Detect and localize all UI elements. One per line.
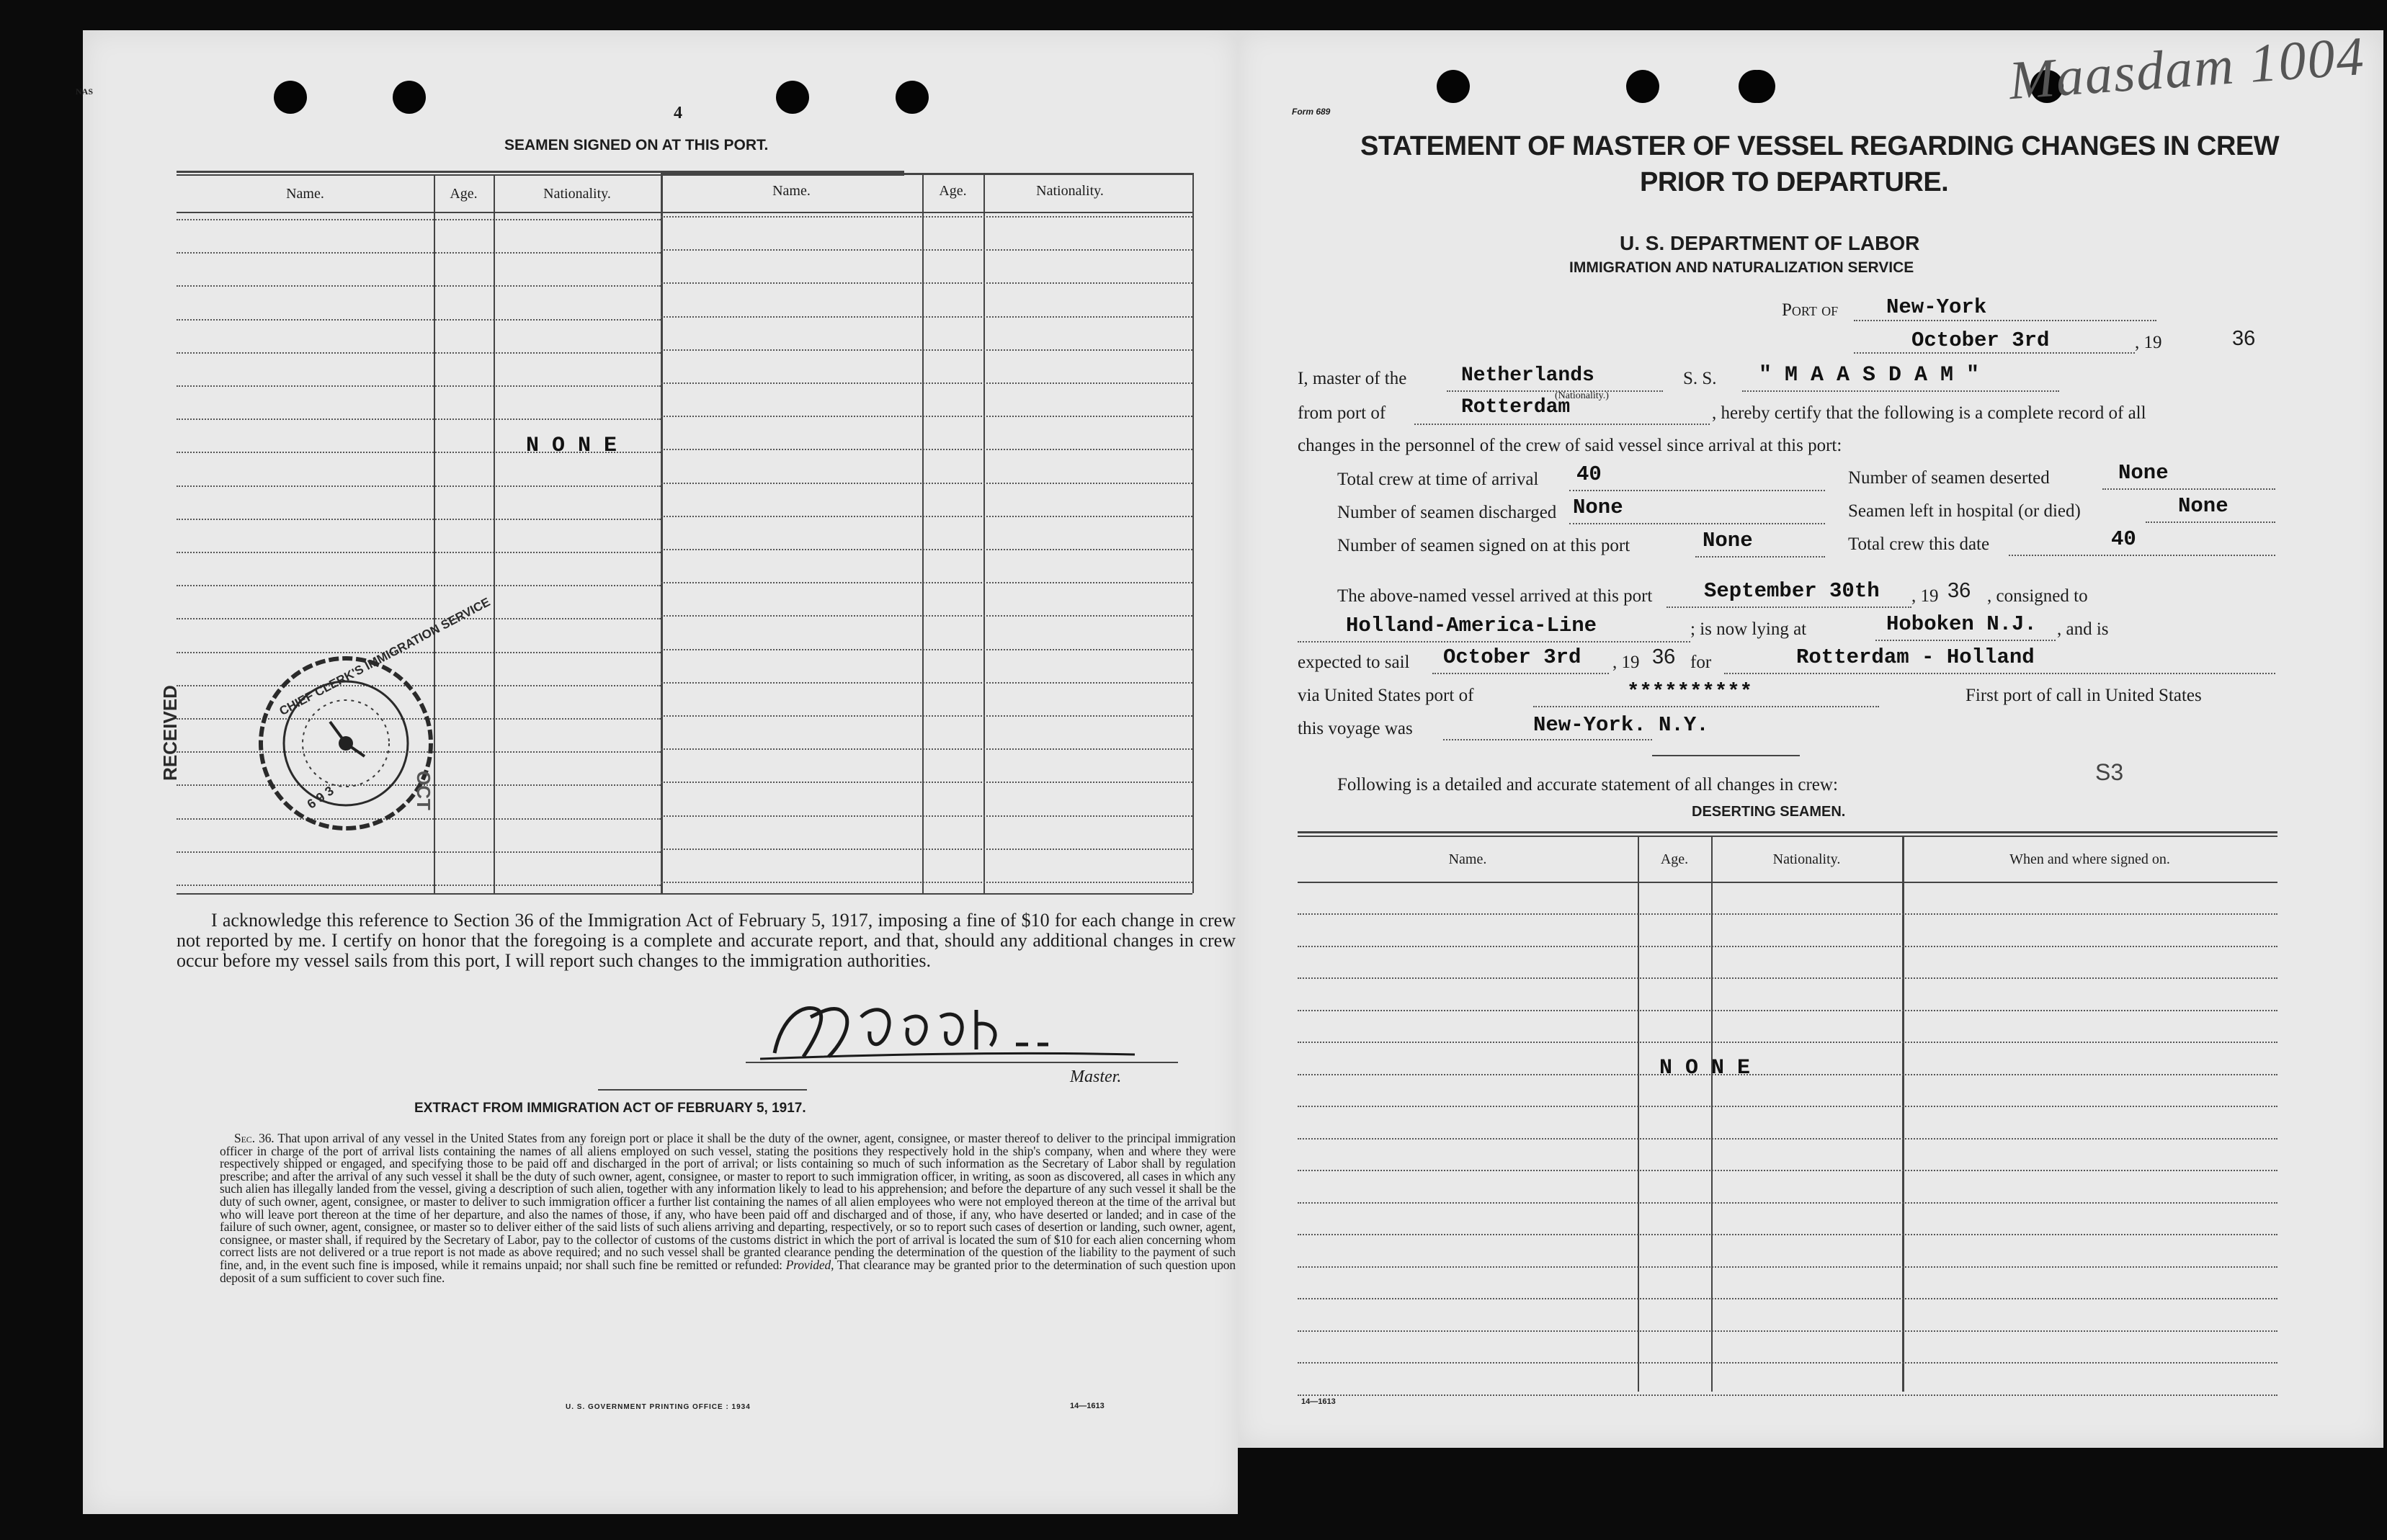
table-row-rule	[1298, 1234, 2277, 1235]
table-row-rule	[661, 882, 1192, 883]
handwritten-note: Maasdam 1004	[2007, 25, 2368, 112]
table-column-divider	[494, 174, 495, 895]
extract-text: That upon arrival of any vessel in the United States from any foreign port or place it shall be the duty of the owner, agent, consignee, or master thereof to deliver to the principal immigration officer in charge of the port of arrival lists containing the names of all aliens employed on such vessel, stating the positions they respectively hold in the ship's company, when and where they were respectively shipped or engaged, and specifying those to be paid off and discharged in the port of arrival; or lists containing so much of such information as the Secretary of Labor shall by regulation prescribe; and after the arrival of any such vessel it shall be the duty of such owner, agent, consignee, or master to report to such immigration officer, in writing, as soon as discovered, all cases in which any such alien has illegally landed from the vessel, giving a description of such alien, together with any information likely to lead to his apprehension; and before the departure of any such vessel it shall be the duty of such owner, agent, consignee, or master to deliver to such immigration officer a further list containing the names of all alien employees who were not employed thereon at the time of the arrival but who will leave port thereon at the time of her departure, and also the names of those, if any, who have been paid off and discharged and of those, if any, who have deserted or landed; and in case of the failure of such owner, agent, consignee, or master so to deliver either of the said lists of such aliens arriving and departing, respectively, or so to report such cases of desertion or landing, such owner, agent, consignee, or master shall, if required by the Secretary of Labor, pay to the collector of customs of the customs district in which the port of arrival is located the sum of $10 for each alien concerning whom correct lists are not delivered or a true report is not made as above required; and no such vessel shall be granted clearance pending the determination of the question of the liability to the payment of such fine, and, in the event such fine is imposed, while it remains unpaid; nor shall such fine be remitted or refunded:	[220, 1132, 1236, 1272]
arrived-year-value: 36	[1947, 579, 1971, 602]
field-underline	[1569, 523, 1825, 524]
certify-text: , hereby certify that the following is a complete record of all	[1712, 403, 2146, 423]
table-row-rule	[661, 349, 1192, 351]
table-row-rule	[1298, 1138, 2277, 1140]
ss-label: S. S.	[1683, 369, 1717, 388]
field-underline	[1724, 673, 2275, 674]
field-underline	[1432, 673, 1609, 674]
none-entry: N O N E	[526, 434, 617, 458]
extract-section-label: Sec. 36.	[234, 1132, 275, 1145]
punch-hole	[1626, 70, 1659, 103]
signed-on-label: Number of seamen signed on at this port	[1337, 536, 1630, 555]
right-page	[1238, 25, 2383, 1448]
table-row-rule	[661, 715, 1192, 717]
form-title-line2: PRIOR TO DEPARTURE.	[1640, 167, 1949, 197]
table-row-rule	[1298, 913, 2277, 915]
consignee-value: Holland-America-Line	[1346, 614, 1597, 637]
punch-hole	[776, 81, 809, 114]
total-crew-date-label: Total crew this date	[1848, 534, 1990, 554]
table-row-rule	[1298, 1170, 2277, 1171]
form-code: 14—1613	[1070, 1402, 1105, 1410]
page-reference: S3	[2095, 759, 2124, 785]
table-column-divider	[1192, 173, 1194, 893]
discharged-label: Number of seamen discharged	[1337, 503, 1557, 522]
left-page	[76, 30, 1238, 1514]
sail-date-value: October 3rd	[1443, 645, 1581, 669]
table-row-rule	[177, 418, 661, 420]
table-row-rule	[661, 649, 1192, 650]
via-value: **********	[1627, 680, 1753, 704]
table-rule	[177, 212, 904, 213]
field-underline	[2146, 521, 2275, 523]
hospital-value: None	[2178, 494, 2228, 518]
extract-rule	[598, 1089, 807, 1091]
table-row-rule	[177, 252, 661, 254]
total-crew-date-value: 40	[2111, 527, 2136, 551]
ship-name: " M A A S D A M "	[1759, 363, 1980, 388]
margin-text: NAS	[76, 86, 94, 97]
service-name: IMMIGRATION AND NATURALIZATION SERVICE	[1569, 259, 1914, 276]
nationality-value: Netherlands	[1461, 364, 1594, 387]
table-row-rule	[177, 219, 661, 220]
field-underline	[1569, 490, 1825, 491]
table-row-rule	[177, 385, 661, 387]
table-row-rule	[661, 416, 1192, 417]
table-row-rule	[177, 519, 661, 520]
extract-title: EXTRACT FROM IMMIGRATION ACT OF FEBRUARY 5, 1917.	[414, 1101, 806, 1116]
consigned-label: , consigned to	[1987, 586, 2088, 606]
table-row-rule	[661, 216, 1192, 218]
column-header-nationality: Nationality.	[543, 186, 611, 202]
extract-proviso: That clearance may be granted prior to the determination of such question upon deposit of a sum sufficient to cover such fine.	[220, 1257, 1236, 1285]
voyage-label: this voyage was	[1298, 719, 1413, 738]
deserting-heading: DESERTING SEAMEN.	[1692, 804, 1846, 820]
table-row-rule	[661, 782, 1192, 783]
table-row-rule	[661, 615, 1192, 617]
field-underline	[1667, 606, 1911, 608]
total-crew-arrival-value: 40	[1576, 462, 1602, 486]
and-is-label: , and is	[2057, 619, 2109, 639]
table-bottom-rule	[177, 893, 1192, 895]
extract-body	[220, 1132, 1236, 1392]
table-row-rule	[661, 815, 1192, 817]
for-label: for	[1690, 653, 1712, 672]
field-underline	[1533, 706, 1879, 707]
year-prefix: , 19	[2135, 333, 2162, 352]
page-heading: SEAMEN SIGNED ON AT THIS PORT.	[504, 137, 769, 153]
master-signature	[760, 988, 1135, 1067]
signature-label: Master.	[1070, 1067, 1122, 1086]
punch-hole	[274, 81, 307, 114]
table-row-rule	[1298, 1202, 2277, 1204]
changes-text: changes in the personnel of the crew of said vessel since arrival at this port:	[1298, 436, 1842, 455]
field-underline	[1298, 641, 1690, 643]
arrived-label: The above-named vessel arrived at this port	[1337, 586, 1653, 606]
table-row-rule	[1298, 946, 2277, 947]
total-crew-arrival-label: Total crew at time of arrival	[1337, 470, 1539, 489]
table-column-divider	[1711, 836, 1713, 1392]
table-rule	[661, 173, 1194, 175]
table-row-rule	[1298, 1266, 2277, 1268]
deserted-label: Number of seamen deserted	[1848, 468, 2050, 488]
port-value: New-York	[1886, 295, 1987, 319]
field-underline	[1854, 320, 2156, 321]
field-underline	[1652, 755, 1800, 756]
destination-value: Rotterdam - Holland	[1796, 645, 2035, 669]
form-title-line1: STATEMENT OF MASTER OF VESSEL REGARDING CHANGES IN CREW	[1360, 131, 2280, 161]
voyage-value: New-York. N.Y.	[1533, 713, 1709, 737]
table-row-rule	[661, 249, 1192, 251]
arrived-value: September 30th	[1704, 579, 1880, 603]
signature-line	[746, 1062, 1178, 1063]
table-row-rule	[1298, 1298, 2277, 1299]
field-underline	[1854, 352, 2135, 354]
column-header-nationality: Nationality.	[1036, 183, 1104, 199]
table-row-rule	[177, 352, 661, 354]
table-row-rule	[177, 585, 661, 586]
punch-hole	[1739, 70, 1772, 103]
printer-credit: U. S. GOVERNMENT PRINTING OFFICE : 1934	[566, 1403, 751, 1411]
sail-year-prefix: , 19	[1612, 653, 1640, 672]
port-label: Port of	[1782, 300, 1839, 320]
lying-value: Hoboken N.J.	[1886, 612, 2037, 636]
table-row-rule	[661, 549, 1192, 550]
table-row-rule	[661, 748, 1192, 750]
expected-label: expected to sail	[1298, 653, 1410, 672]
table-row-rule	[661, 516, 1192, 517]
field-underline	[1742, 390, 2059, 392]
column-header-signed-on: When and where signed on.	[2009, 851, 2170, 867]
field-underline	[1443, 739, 1652, 740]
field-underline	[2009, 555, 2275, 556]
table-row-rule	[1298, 1362, 2277, 1364]
table-row-rule	[1298, 977, 2277, 979]
table-column-divider	[1638, 836, 1639, 1392]
received-stamp	[151, 595, 493, 851]
following-text: Following is a detailed and accurate statement of all changes in crew:	[1337, 775, 1838, 794]
table-column-divider	[1902, 836, 1904, 1392]
column-header-age: Age.	[939, 183, 967, 199]
lying-label: ; is now lying at	[1690, 619, 1807, 639]
table-row-rule	[661, 449, 1192, 450]
nationality-caption: (Nationality.)	[1555, 390, 1609, 401]
table-row-rule	[177, 285, 661, 287]
field-underline	[1875, 640, 2056, 641]
punch-hole	[896, 81, 929, 114]
table-row-rule	[1298, 1010, 2277, 1011]
table-row-rule	[1298, 1394, 2277, 1396]
table-row-rule	[1298, 1330, 2277, 1332]
field-underline	[1695, 556, 1825, 558]
table-row-rule	[661, 483, 1192, 484]
column-header-name: Name.	[1448, 851, 1487, 867]
from-port-label: from port of	[1298, 403, 1386, 423]
sail-year-value: 36	[1652, 645, 1676, 668]
discharged-value: None	[1573, 496, 1623, 519]
stamp-date-text: OCT	[412, 771, 434, 810]
table-row-rule	[177, 885, 661, 886]
column-header-name: Name.	[286, 186, 324, 202]
page-number: 4	[674, 104, 682, 122]
department-name: U. S. DEPARTMENT OF LABOR	[1620, 232, 1920, 254]
table-row-rule	[177, 485, 661, 487]
hospital-label: Seamen left in hospital (or died)	[1848, 501, 2081, 521]
table-row-rule	[661, 382, 1192, 384]
table-rule	[904, 212, 1192, 213]
signed-on-value: None	[1703, 529, 1753, 552]
acknowledgement-paragraph: I acknowledge this reference to Section 36 of the Immigration Act of February 5, 1917, imposing a fine of $10 for each change in crew not reported by me. I certify on honor that the foregoing is a complete and accurate report, and that, should any additional changes in crew occur before my vessel sails from this port, I will report such changes to the immigration authorities.	[177, 910, 1236, 971]
field-underline	[2102, 488, 2275, 490]
table-row-rule	[177, 552, 661, 553]
year-value: 36	[2232, 327, 2256, 350]
stamp-number-text: 6 9 3	[304, 783, 336, 812]
table-row-rule	[1298, 1042, 2277, 1043]
table-row-rule	[177, 851, 661, 853]
form-code: 14—1613	[1301, 1397, 1336, 1406]
column-header-age: Age.	[1660, 851, 1689, 867]
field-underline	[1414, 424, 1710, 425]
none-entry: N O N E	[1659, 1056, 1751, 1080]
stamp-side-text: RECEIVED	[159, 685, 181, 781]
table-row-rule	[661, 282, 1192, 284]
table-row-rule	[661, 316, 1192, 318]
table-row-rule	[661, 582, 1192, 583]
stamp-graphic	[151, 635, 454, 851]
form-label: Form 689	[1292, 107, 1331, 117]
via-label: via United States port of	[1298, 686, 1474, 705]
stamp-outer-text: CHIEF CLERK'S IMMIGRATION SERVICE	[277, 595, 493, 719]
table-row-rule	[1298, 1074, 2277, 1075]
from-port-value: Rotterdam	[1461, 396, 1571, 418]
column-header-nationality: Nationality.	[1772, 851, 1841, 867]
deserted-value: None	[2118, 461, 2169, 485]
table-row-rule	[661, 849, 1192, 850]
table-row-rule	[1298, 1106, 2277, 1107]
punch-hole	[393, 81, 426, 114]
column-header-name: Name.	[772, 183, 811, 199]
extract-proviso-lead: Provided,	[785, 1257, 834, 1272]
table-rule	[1298, 882, 2277, 883]
table-row-rule	[177, 319, 661, 321]
arrived-year-prefix: , 19	[1911, 586, 1939, 606]
master-of-label: I, master of the	[1298, 369, 1407, 388]
table-rule	[1298, 831, 2277, 833]
column-header-age: Age.	[450, 186, 478, 202]
date-value: October 3rd	[1911, 328, 2050, 352]
table-rule	[1298, 836, 2277, 837]
punch-hole	[1437, 70, 1470, 103]
table-row-rule	[177, 618, 661, 619]
first-port-label: First port of call in United States	[1966, 686, 2202, 705]
table-row-rule	[661, 682, 1192, 684]
